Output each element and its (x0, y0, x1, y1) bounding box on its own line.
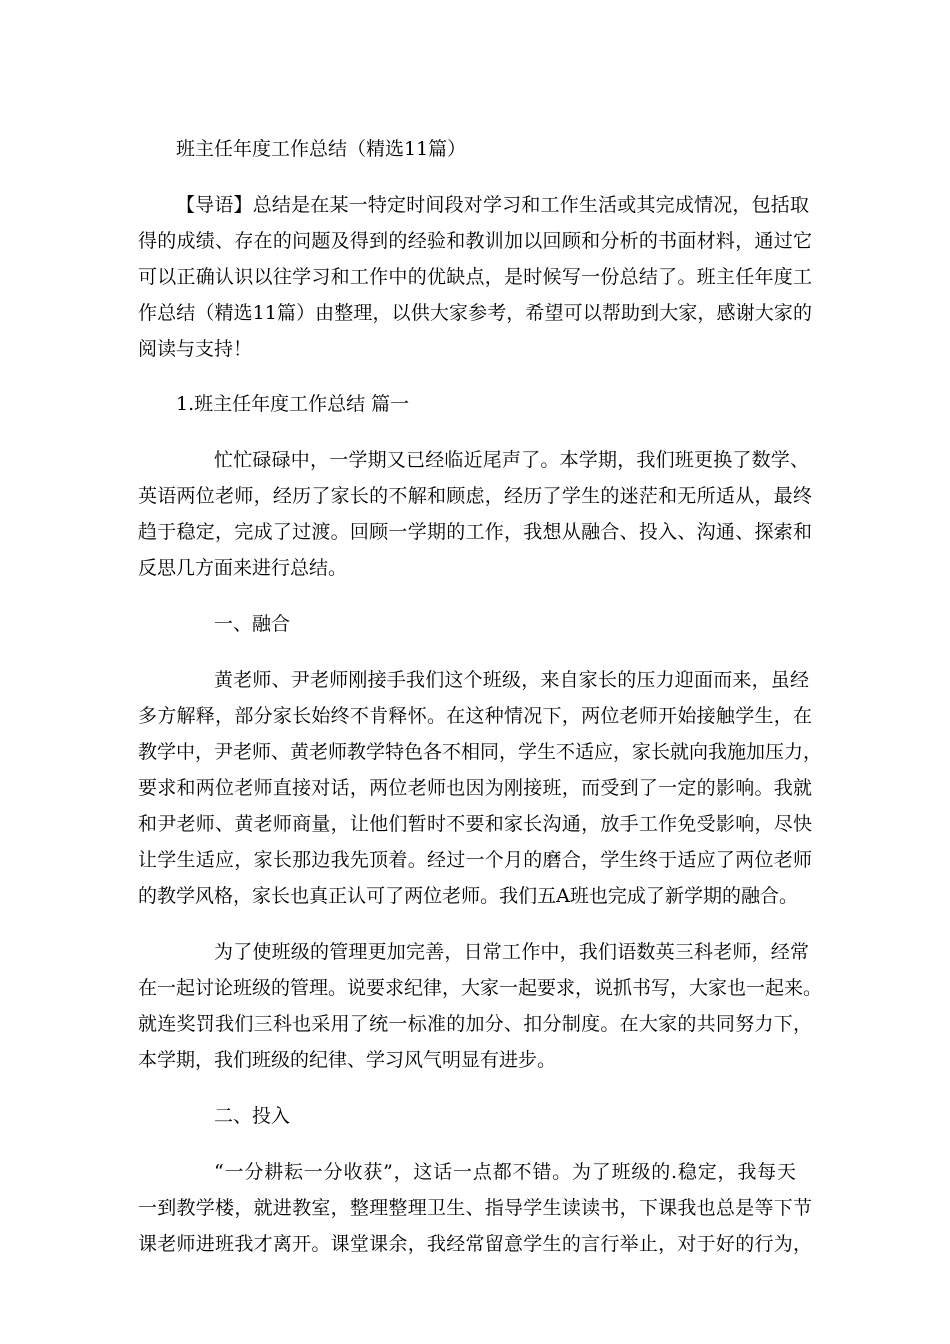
paragraph-line: 趋于稳定，完成了过渡。回顾一学期的工作，我想从融合、投入、沟通、探索和 (138, 521, 812, 543)
paragraph-line: 本学期，我们班级的纪律、学习风气明显有进步。 (138, 1049, 557, 1071)
paragraph-line: 一到教学楼，就进教室，整理整理卫生、指导学生读读书，下课我也总是等下节 (138, 1197, 812, 1219)
paragraph-line: 在一起讨论班级的管理。说要求纪律，大家一起要求，说抓书写，大家也一起来。 (138, 977, 823, 999)
paragraph-line: 教学中，尹老师、黄老师教学特色各不相同，学生不适应，家长就向我施加压力， (138, 741, 823, 763)
section-heading: 二、投入 (214, 1105, 291, 1127)
section-heading: 一、融合 (214, 613, 291, 635)
paragraph-line: 忙忙碌碌中，一学期又已经临近尾声了。本学期，我们班更换了数学、 (214, 449, 809, 471)
intro-line: 【导语】总结是在某一特定时间段对学习和工作生活或其完成情况，包括取 (176, 194, 809, 216)
article-heading: 1.班主任年度工作总结 篇一 (176, 393, 410, 415)
paragraph-line: 和尹老师、黄老师商量，让他们暂时不要和家长沟通，放手工作免受影响，尽快 (138, 813, 812, 835)
document-title: 班主任年度工作总结（精选11篇） (176, 138, 467, 160)
paragraph-line: “一分耕耘一分收获”，这话一点都不错。为了班级的.稳定，我每天 (214, 1161, 796, 1183)
paragraph-line: 的教学风格，家长也真正认可了两位老师。我们五A班也完成了新学期的融合。 (138, 885, 798, 907)
paragraph-line: 英语两位老师，经历了家长的不解和顾虑，经历了学生的迷茫和无所适从，最终 (138, 485, 812, 507)
paragraph-line: 黄老师、尹老师刚接手我们这个班级，来自家长的压力迎面而来，虽经 (214, 669, 809, 691)
paragraph-line: 让学生适应，家长那边我先顶着。经过一个月的磨合，学生终于适应了两位老师 (138, 849, 812, 871)
intro-line: 阅读与支持！ (138, 338, 253, 360)
intro-line: 得的成绩、存在的问题及得到的经验和教训加以回顾和分析的书面材料，通过它 (138, 230, 812, 252)
intro-line: 可以正确认识以往学习和工作中的优缺点，是时候写一份总结了。班主任年度工 (138, 266, 812, 288)
paragraph-line: 要求和两位老师直接对话，两位老师也因为刚接班，而受到了一定的影响。我就 (138, 777, 812, 799)
paragraph-line: 课老师进班我才离开。课堂课余，我经常留意学生的言行举止，对于好的行为， (138, 1233, 812, 1255)
paragraph-line: 为了使班级的管理更加完善，日常工作中，我们语数英三科老师，经常 (214, 941, 809, 963)
intro-line: 作总结（精选11篇）由整理，以供大家参考，希望可以帮助到大家，感谢大家的 (138, 302, 812, 324)
paragraph-line: 多方解释，部分家长始终不肯释怀。在这种情况下，两位老师开始接触学生，在 (138, 705, 812, 727)
paragraph-line: 反思几方面来进行总结。 (138, 557, 348, 579)
paragraph-line: 就连奖罚我们三科也采用了统一标准的加分、扣分制度。在大家的共同努力下， (138, 1013, 812, 1035)
